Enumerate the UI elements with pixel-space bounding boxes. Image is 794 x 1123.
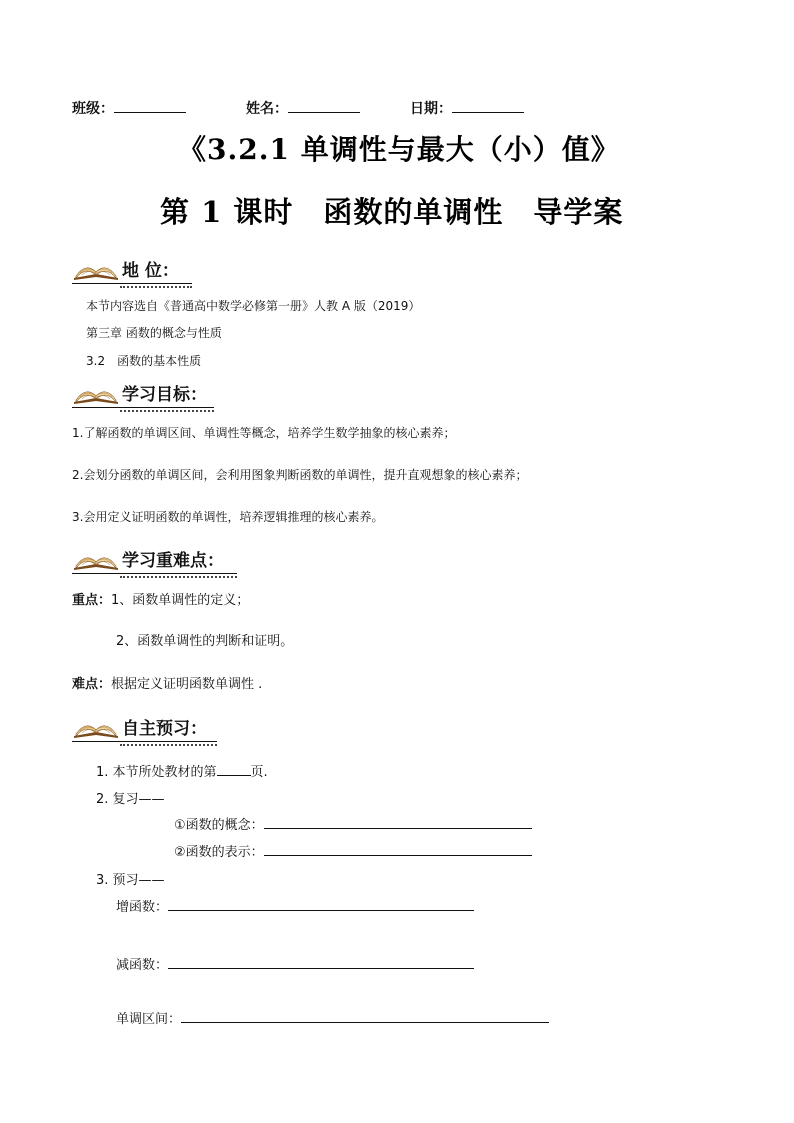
section-dotted-underline <box>120 744 217 746</box>
preview-item-3: 3. 预习—— <box>96 873 165 888</box>
increasing-function-row <box>116 896 474 915</box>
review-representation-blank[interactable] <box>264 842 532 856</box>
name-blank[interactable] <box>288 98 360 113</box>
section-preview-title: 自主预习： <box>122 719 207 739</box>
section-dotted-underline <box>120 286 192 288</box>
date-label: 日期： <box>410 101 452 117</box>
key-item-1: 1、函数单调性的定义； <box>111 593 250 608</box>
key-point-row <box>72 589 249 608</box>
section-dotted-underline <box>120 410 214 412</box>
date-blank[interactable] <box>452 98 524 113</box>
class-field <box>72 98 186 118</box>
review-representation-row <box>174 841 532 860</box>
section-divider <box>72 741 217 742</box>
section-goals-header <box>72 378 207 406</box>
key-label: 重点： <box>72 593 112 608</box>
goal-item-3: 3.会用定义证明函数的单调性，培养逻辑推理的核心素养。 <box>72 510 384 524</box>
sub-title: 第 1 课时 函数的单调性 导学案 <box>160 195 624 229</box>
key-item-2: 2、函数单调性的判断和证明。 <box>116 634 294 649</box>
section-key-title: 学习重难点： <box>122 551 224 571</box>
book-icon <box>72 254 120 282</box>
section-key-header <box>72 544 224 572</box>
difficulty-row <box>72 673 262 692</box>
name-field <box>246 98 360 118</box>
section-divider <box>72 283 192 284</box>
section-preview-header <box>72 712 207 740</box>
position-line-1: 本节内容选自《普通高中数学必修第一册》人教 A 版（2019） <box>86 299 421 313</box>
class-label: 班级： <box>72 101 114 117</box>
book-icon <box>72 378 120 406</box>
difficulty-label: 难点： <box>72 677 112 692</box>
section-divider <box>72 407 214 408</box>
section-position-header <box>72 254 179 282</box>
review-representation-label: ②函数的表示： <box>174 845 264 860</box>
review-concept-row <box>174 814 532 833</box>
review-concept-blank[interactable] <box>264 815 532 829</box>
preview-item-1 <box>96 761 268 780</box>
date-field <box>410 98 524 118</box>
increasing-function-blank[interactable] <box>168 897 474 911</box>
increasing-function-label: 增函数： <box>116 900 169 915</box>
class-blank[interactable] <box>114 98 186 113</box>
goal-item-1: 1.了解函数的单调区间、单调性等概念，培养学生数学抽象的核心素养； <box>72 426 456 440</box>
goal-item-2: 2.会划分函数的单调区间，会利用图象判断函数的单调性，提升直观想象的核心素养； <box>72 468 528 482</box>
preview-item-1-prefix: 1. 本节所处教材的第 <box>96 765 217 780</box>
position-line-3: 3.2 函数的基本性质 <box>86 354 202 368</box>
preview-item-1-suffix: 页. <box>250 765 268 780</box>
decreasing-function-blank[interactable] <box>168 955 474 969</box>
main-title: 《3.2.1 单调性与最大（小）值》 <box>178 133 620 166</box>
position-line-2: 第三章 函数的概念与性质 <box>86 326 222 340</box>
section-divider <box>72 573 237 574</box>
monotonic-interval-row <box>116 1008 549 1027</box>
book-icon <box>72 712 120 740</box>
page-number-blank[interactable] <box>217 762 251 776</box>
name-label: 姓名： <box>246 101 288 117</box>
book-icon <box>72 544 120 572</box>
review-concept-label: ①函数的概念： <box>174 818 264 833</box>
difficulty-text: 根据定义证明函数单调性 . <box>111 677 263 692</box>
decreasing-function-label: 减函数： <box>116 958 169 973</box>
monotonic-interval-label: 单调区间： <box>116 1012 182 1027</box>
section-dotted-underline <box>120 576 237 578</box>
section-position-title: 地 位： <box>122 261 179 281</box>
monotonic-interval-blank[interactable] <box>181 1009 549 1023</box>
section-goals-title: 学习目标： <box>122 385 207 405</box>
preview-item-2: 2. 复习—— <box>96 792 165 807</box>
decreasing-function-row <box>116 954 474 973</box>
